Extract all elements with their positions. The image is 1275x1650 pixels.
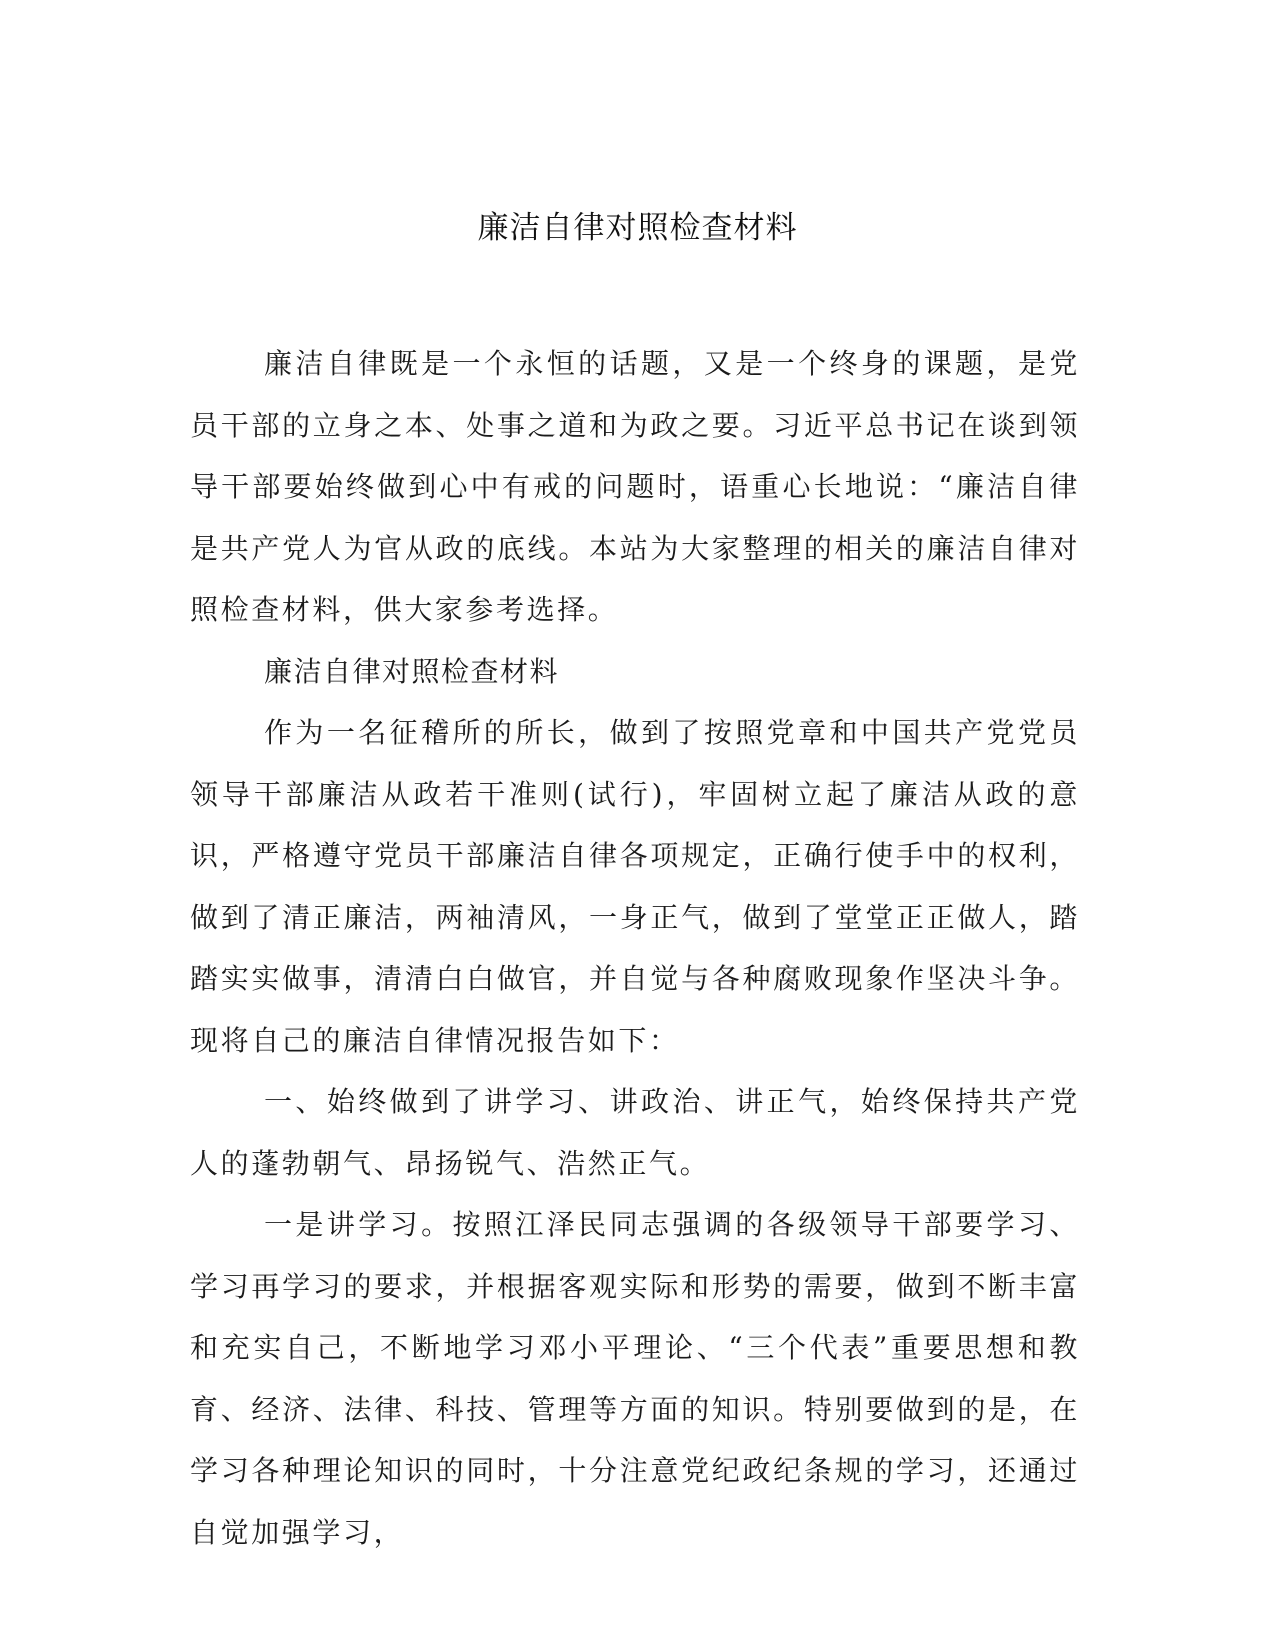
paragraph-intro: 廉洁自律既是一个永恒的话题，又是一个终身的课题，是党员干部的立身之本、处事之道和为政之要。习近平总书记在谈到领导干部要始终做到心中有戒的问题时，语重心长地说：“廉洁自律是共产党人为官从政的底线。本站为大家整理的相关的廉洁自律对照检查材料，供大家参考选择。 [190,347,1080,626]
paragraph-study: 一是讲学习。按照江泽民同志强调的各级领导干部要学习、学习再学习的要求，并根据客观实际和形势的需要，做到不断丰富和充实自己，不断地学习邓小平理论、“三个代表”重要思想和教育、经济、法律、科技、管理等方面的知识。特别要做到的是，在学习各种理论知识的同时，十分注意党纪政纪条规的学习，还通过自觉加强学习， [190,1208,1080,1549]
paragraph-self-report: 作为一名征稽所的所长，做到了按照党章和中国共产党党员领导干部廉洁从政若干准则(试行)，牢固树立起了廉洁从政的意识，严格遵守党员干部廉洁自律各项规定，正确行使手中的权利，做到了清正廉洁，两袖清风，一身正气，做到了堂堂正正做人，踏踏实实做事，清清白白做官，并自觉与各种腐败现象作坚决斗争。现将自己的廉洁自律情况报告如下： [190,716,1080,1057]
document-body [190,333,1080,1563]
document-title: 廉洁自律对照检查材料 [477,210,798,246]
paragraph-section-one: 一、始终做到了讲学习、讲政治、讲正气，始终保持共产党人的蓬勃朝气、昂扬锐气、浩然正气。 [190,1085,1080,1180]
paragraph-subheading: 廉洁自律对照检查材料 [264,654,560,688]
